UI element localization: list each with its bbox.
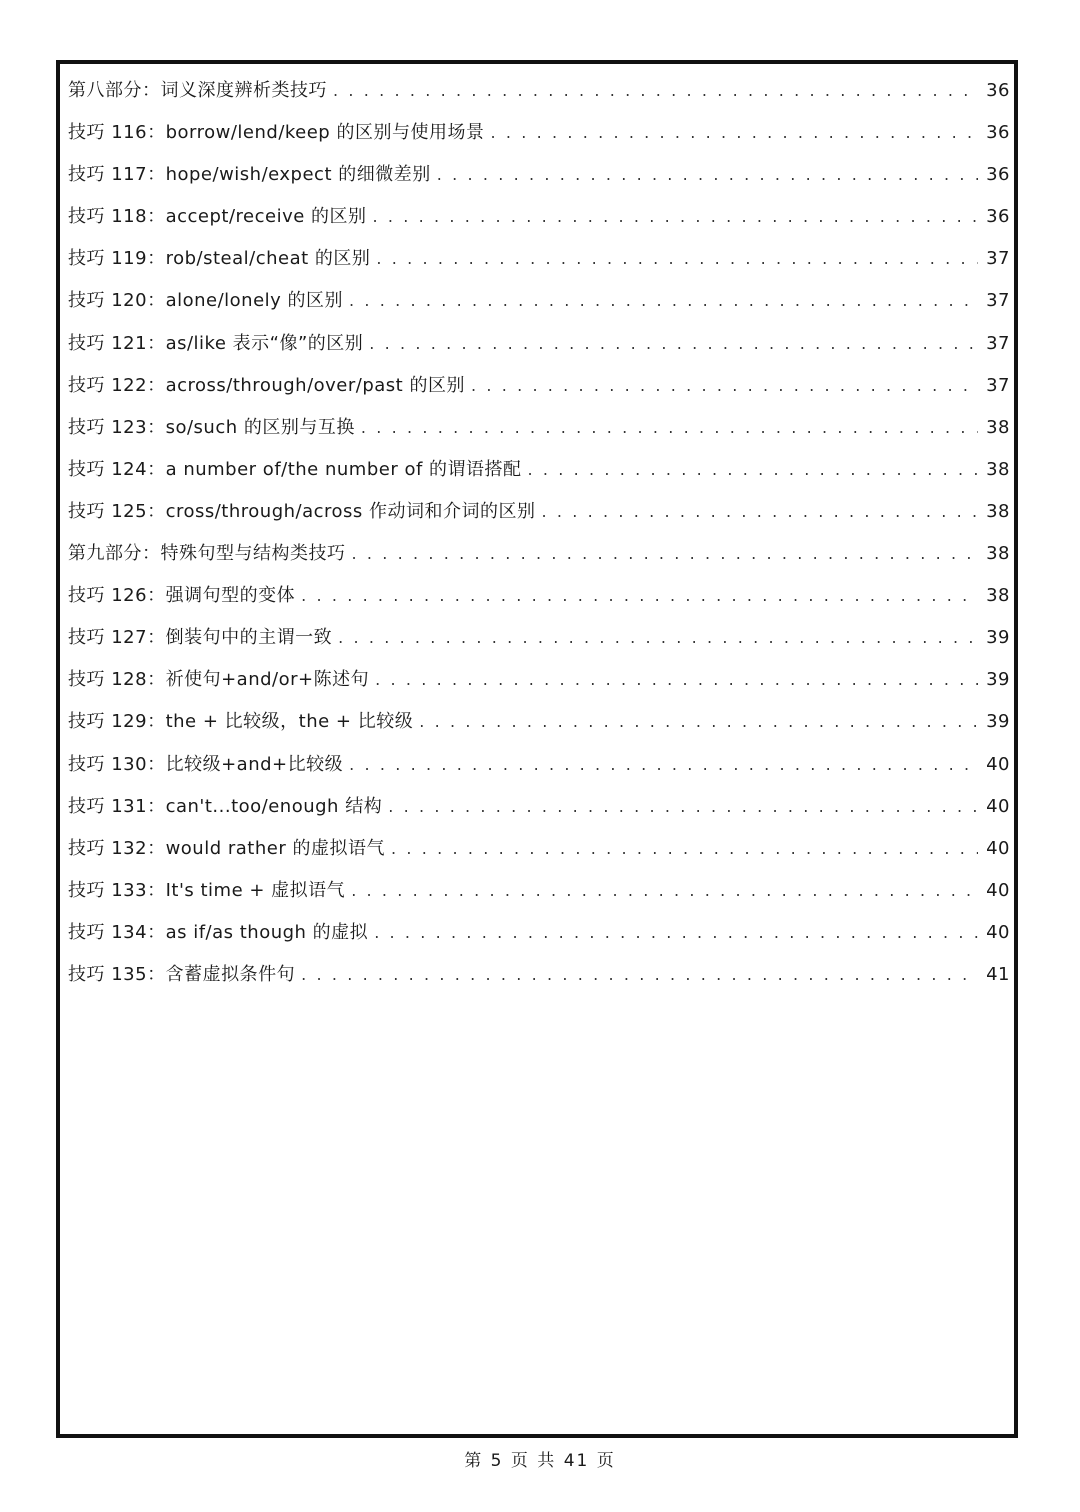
toc-entry-title: 技巧 117：hope/wish/expect 的细微差别 [68,164,431,186]
toc-page-number: 36 [986,80,1010,101]
toc-page-number: 37 [986,248,1010,270]
toc-dot-leader [369,323,978,365]
toc-page-number: 40 [986,795,1010,817]
toc-entry[interactable] [68,533,1014,575]
toc-dot-leader [388,786,978,828]
page-footer: 第 5 页 共 41 页 [464,1451,616,1471]
toc-entry[interactable] [68,407,1014,449]
toc-entry-title: 技巧 134：as if/as though 的虚拟 [68,921,369,943]
toc-page-number: 38 [986,543,1010,565]
toc-dot-leader [338,617,978,659]
toc-page-number: 39 [986,711,1010,733]
toc-dot-leader [375,659,978,701]
toc-dot-leader [301,575,978,617]
toc-dot-leader [528,449,978,491]
toc-dot-leader [490,112,978,154]
toc-entry[interactable] [68,323,1014,365]
toc-page-number: 37 [986,332,1010,354]
toc-dot-leader [376,238,978,280]
toc-entry[interactable] [68,870,1014,912]
toc-page-number: 38 [986,585,1010,607]
toc-page-number: 39 [986,669,1010,691]
toc-entry[interactable] [68,70,1014,112]
toc-entry-title: 技巧 118：accept/receive 的区别 [68,206,367,228]
toc-entry[interactable] [68,365,1014,407]
toc-dot-leader [471,365,978,407]
toc-dot-leader [349,744,978,786]
toc-entry-title: 技巧 123：so/such 的区别与互换 [68,416,355,438]
toc-entry-title: 技巧 119：rob/steal/cheat 的区别 [68,248,371,270]
toc-entry-title: 技巧 129：the + 比较级，the + 比较级 [68,711,414,733]
toc-entry[interactable] [68,280,1014,322]
toc-dot-leader [437,154,978,196]
toc-entry-title: 技巧 131：can't...too/enough 结构 [68,795,383,817]
toc-dot-leader [352,533,979,575]
toc-dot-leader [391,828,978,870]
toc-entry-title: 技巧 122：across/through/over/past 的区别 [68,374,465,396]
toc-entry-title: 技巧 121：as/like 表示“像”的区别 [68,332,364,354]
toc-entry[interactable] [68,238,1014,280]
toc-entry[interactable] [68,154,1014,196]
toc-entry-title: 技巧 127：倒装句中的主谓一致 [68,627,333,649]
toc-entry[interactable] [68,617,1014,659]
toc-dot-leader [419,701,978,743]
toc-entry[interactable] [68,491,1014,533]
toc-entry-title: 技巧 125：cross/through/across 作动词和介词的区别 [68,500,536,522]
toc-entry-title: 技巧 128：祈使句+and/or+陈述句 [68,669,370,691]
toc-page-number: 38 [986,416,1010,438]
toc-entry-title: 技巧 133：It's time + 虚拟语气 [68,879,346,901]
toc-page-number: 40 [986,837,1010,859]
toc-entry[interactable] [68,786,1014,828]
toc-page-number: 40 [986,921,1010,943]
toc-entry[interactable] [68,912,1014,954]
toc-dot-leader [333,70,978,112]
toc-entry-title: 技巧 132：would rather 的虚拟语气 [68,837,385,859]
table-of-contents [68,70,1014,996]
toc-page-number: 36 [986,206,1010,228]
toc-dot-leader [361,407,978,449]
toc-dot-leader [301,954,978,996]
toc-entry[interactable] [68,575,1014,617]
toc-page-number: 38 [986,500,1010,522]
toc-entry[interactable] [68,954,1014,996]
toc-page-number: 37 [986,290,1010,312]
toc-entry[interactable] [68,112,1014,154]
toc-dot-leader [351,870,978,912]
toc-entry-title: 技巧 126：强调句型的变体 [68,585,296,607]
toc-dot-leader [374,912,978,954]
toc-entry[interactable] [68,449,1014,491]
toc-entry[interactable] [68,744,1014,786]
toc-entry[interactable] [68,196,1014,238]
toc-entry[interactable] [68,701,1014,743]
toc-entry-title: 技巧 120：alone/lonely 的区别 [68,290,344,312]
toc-page-number: 36 [986,164,1010,186]
toc-page-number: 38 [986,458,1010,480]
toc-entry-title: 第九部分：特殊句型与结构类技巧 [68,543,346,565]
toc-dot-leader [373,196,978,238]
toc-page-number: 39 [986,627,1010,649]
toc-entry-title: 技巧 124：a number of/the number of 的谓语搭配 [68,458,522,480]
toc-dot-leader [542,491,978,533]
toc-page-number: 40 [986,879,1010,901]
toc-entry-title: 技巧 130：比较级+and+比较级 [68,753,344,775]
toc-page-number: 40 [986,753,1010,775]
toc-entry[interactable] [68,659,1014,701]
toc-entry-title: 第八部分：词义深度辨析类技巧 [68,80,327,101]
toc-entry-title: 技巧 135：含蓄虚拟条件句 [68,963,296,985]
toc-page-number: 36 [986,122,1010,144]
toc-page-number: 37 [986,374,1010,396]
toc-entry-title: 技巧 116：borrow/lend/keep 的区别与使用场景 [68,122,485,144]
toc-entry[interactable] [68,828,1014,870]
toc-dot-leader [349,280,978,322]
toc-page-number: 41 [986,963,1010,985]
